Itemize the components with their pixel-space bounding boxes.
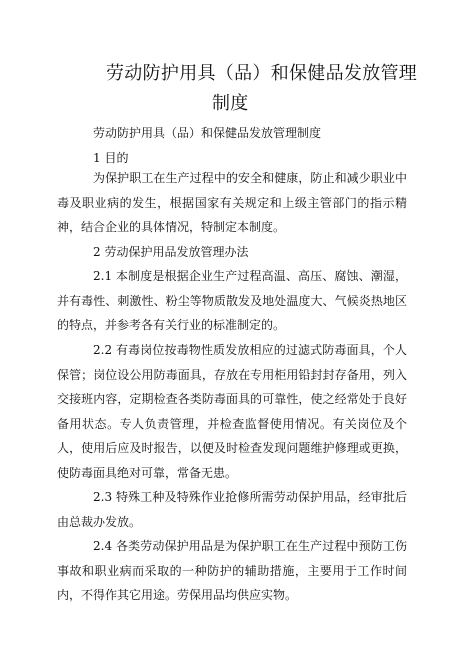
document-title-line-2: 制度: [212, 93, 249, 114]
document-subtitle: 劳动防护用具（品）和保健品发放管理制度: [93, 126, 322, 140]
section-1-paragraph: 为保护职工在生产过程中的安全和健康，防止和减少职业中毒及职业病的发生，根据国家有关规定和上级主管部门的指示精神，结合企业的具体情况，特制定本制度。: [57, 171, 407, 235]
section-2-2-paragraph: 2.2 有毒岗位按毒物性质发放相应的过滤式防毒面具，个人保管；岗位设公用防毒面具，存放在专用柜用铅封封存备用，列入交接班内容，定期检查各类防毒面具的可靠性，使之经常处于良好备用状态。专人负责管理，并检查监督使用情况。有关岗位及个人，使用后应及时报告，以便及时检查发现问题维护修理或更换，使防毒面具绝对可靠，常备无患。: [57, 343, 407, 480]
section-2-heading: 2 劳动保护用品发放管理办法: [93, 245, 249, 259]
section-1-heading: 1 目的: [93, 151, 129, 165]
section-2-4-paragraph: 2.4 各类劳动保护用品是为保护职工在生产过程中预防工伤事故和职业病而采取的一种防护的辅助措施，主要用于工作时间内，不得作其它用途。劳保用品均供应实物。: [57, 539, 407, 603]
section-2-3-paragraph: 2.3 特殊工种及特殊作业抢修所需劳动保护用品，经审批后由总裁办发放。: [57, 490, 407, 529]
document-title-line-1: 劳动防护用具（品）和保健品发放管理: [106, 63, 418, 84]
section-2-1-paragraph: 2.1 本制度是根据企业生产过程高温、高压、腐蚀、潮湿，并有毒性、刺激性、粉尘等物质散发及地处温度大、气候炎热地区的特点，并参考各有关行业的标准制定的。: [57, 269, 407, 333]
